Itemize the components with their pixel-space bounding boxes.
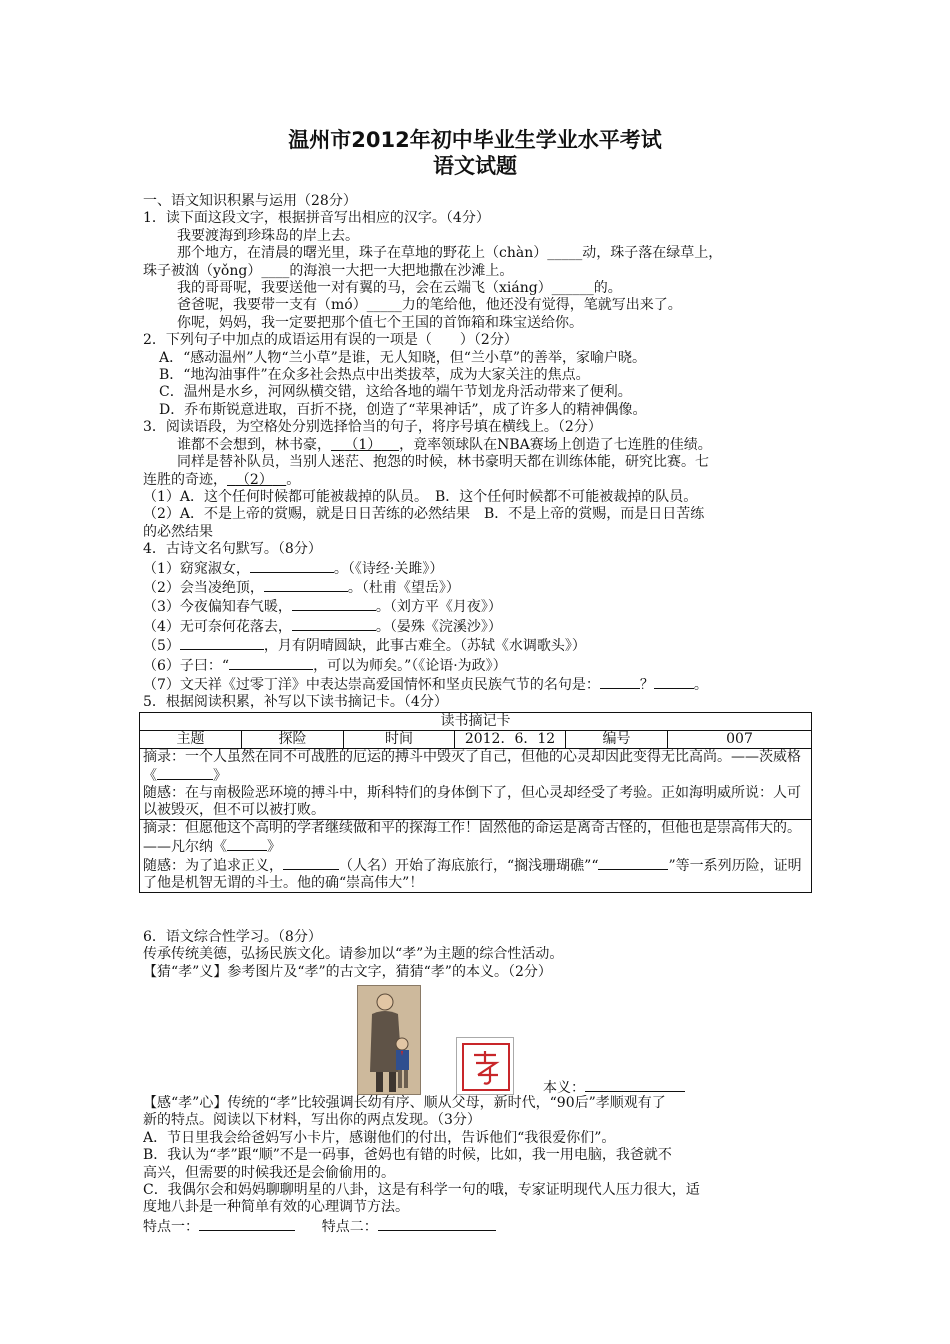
question-3: 3．阅读语段，为空格处分别选择恰当的句子，将序号填在横线上。（2分） xyxy=(143,419,602,436)
material-c: C．我偶尔会和妈妈聊聊明星的八卦，这是有科学一句的哦，专家证明现代人压力很大，适 xyxy=(143,1182,700,1199)
feature-answers: 特点一： 特点二： xyxy=(143,1217,813,1236)
material-b: B．我认为“孝”跟“顺”不是一码事，爸妈也有错的时候，比如，我一用电脑，我爸就不 xyxy=(143,1147,672,1164)
question-1: 1．读下面这段文字，根据拼音写出相应的汉字。（4分） xyxy=(143,210,490,227)
material-a: A．节日里我会给爸妈写小卡片，感谢他们的付出，告诉他们“我很爱你们”。 xyxy=(143,1129,616,1146)
poem-item: （3）今夜偏知春气暖， 。（刘方平《月夜》） xyxy=(143,599,502,616)
card-cell: 主题 xyxy=(140,730,242,748)
choice-line: 的必然结果 xyxy=(143,523,213,540)
q6-intro: 传承传统美德，弘扬民族文化。请参加以“孝”为主题的综合性活动。 xyxy=(143,946,564,963)
grandfather-child-photo-icon xyxy=(357,985,421,1095)
q6-part-2: 【感“孝”心】传统的“孝”比较强调长幼有序、顺从父母，新时代，“90后”孝顺观有了 xyxy=(143,1095,666,1111)
passage-line: 珠子被汹（yǒng）____的海浪一大把一大把地撒在沙滩上。 xyxy=(143,262,514,279)
answer-blank[interactable] xyxy=(654,675,694,689)
answer-blank[interactable] xyxy=(180,636,264,650)
figure-row xyxy=(143,981,813,1095)
passage-line: 我的哥哥呢，我要送他一对有翼的马，会在云端飞（xiáng）______的。 xyxy=(177,280,622,297)
poem-item: （1）窈窕淑女， 。（《诗经·关雎》） xyxy=(143,560,444,577)
card-entry-2: 摘录：但愿他这个高明的学者继续做和平的探海工作！固然他的命运是离奇古怪的，但他也是崇高伟大的。——凡尔纳《 》 随感：为了追求正义， （人名）开始了海底旅行，“搁浅珊瑚礁”“ ”等一系列历险，证明了他是机智无谓的斗士。他的确“崇高伟大”！ xyxy=(140,819,812,892)
choice-line: （2）A．不是上帝的赏赐，就是日日苦练的必然结果 B．不是上帝的赏赐，而是日日苦练 xyxy=(143,506,705,523)
option-c: C．温州是水乡，河网纵横交错，这给各地的端午节划龙舟活动带来了便利。 xyxy=(159,384,632,401)
ancient-xiao-character-seal-icon xyxy=(456,1037,514,1095)
person-name-blank[interactable] xyxy=(283,856,339,870)
answer-blank[interactable] xyxy=(292,597,376,611)
q6-part-2: 新的特点。阅读以下材料，写出你的两点发现。（3分） xyxy=(143,1112,481,1129)
exam-title: 温州市2012年初中毕业生学业水平考试 xyxy=(288,128,662,152)
answer-blank[interactable] xyxy=(292,617,376,631)
answer-blank[interactable] xyxy=(264,578,348,592)
question-6: 6．语文综合性学习。（8分） xyxy=(143,928,322,945)
poem-item: （2）会当凌绝顶， 。（杜甫《望岳》） xyxy=(143,579,460,596)
option-a: A．“感动温州”人物“兰小草”是谁，无人知晓，但“兰小草”的善举，家喻户晓。 xyxy=(159,349,647,366)
reading-note-card xyxy=(139,712,812,893)
passage-line: 爸爸呢，我要带一支有（mó）_____力的笔给他，他还没有觉得，笔就写出来了。 xyxy=(177,297,682,314)
answer-blank[interactable] xyxy=(250,559,334,573)
card-cell: 探险 xyxy=(242,730,344,748)
meaning-blank[interactable] xyxy=(585,1078,685,1092)
card-cell: 编号 xyxy=(566,730,668,748)
meaning-answer: 本义： xyxy=(543,1078,685,1097)
passage-line: 谁都不会想到，林书豪， （1） ，竟率领球队在NBA赛场上创造了七连胜的佳绩。 xyxy=(177,436,712,453)
card-header: 读书摘记卡 xyxy=(140,712,812,730)
blank-1[interactable]: （1） xyxy=(344,436,382,453)
material-b: 高兴，但需要的时候我还是会偷偷用的。 xyxy=(143,1164,395,1181)
passage-line: 同样是替补队员，当别人迷茫、抱怨的时候，林书豪明天都在训练体能，研究比赛。七 xyxy=(177,454,709,471)
choice-line: （1）A．这个任何时候都可能被裁掉的队员。 B．这个任何时候都不可能被裁掉的队员。 xyxy=(143,488,698,505)
card-cell: 007 xyxy=(668,730,812,748)
blank-2[interactable]: （2） xyxy=(235,471,273,488)
poem-item: （6）子曰：“ ，可以为师矣。”（《论语·为政》） xyxy=(143,657,507,674)
book-title-blank[interactable] xyxy=(227,837,267,851)
question-2: 2．下列句子中加点的成语运用有误的一项是（ ）（2分） xyxy=(143,332,518,349)
passage-line: 我要渡海到珍珠岛的岸上去。 xyxy=(177,227,359,244)
question-5: 5．根据阅读积累，补写以下读书摘记卡。（4分） xyxy=(143,694,448,711)
poem-item: （5） ，月有阴晴圆缺，此事古难全。（苏轼《水调歌头》） xyxy=(143,638,586,655)
card-entry-1: 摘录：一个人虽然在同不可战胜的厄运的搏斗中毁灭了自己，但他的心灵却因此变得无比高尚。——茨威格《 》 随感：在与南极险恶环境的搏斗中，斯科特们的身体倒下了，但心灵却经受了考验。正如海明威所说：人可以被毁灭，但不可以被打败。 xyxy=(140,748,812,819)
option-d: D．乔布斯锐意进取，百折不挠，创造了“苹果神话”，成了许多人的精神偶像。 xyxy=(159,401,647,418)
question-4: 4．古诗文名句默写。（8分） xyxy=(143,541,322,558)
book-title-blank[interactable] xyxy=(157,766,213,780)
feature-1-blank[interactable] xyxy=(199,1217,295,1231)
card-note: 随感：在与南极险恶环境的搏斗中，斯科特们的身体倒下了，但心灵却经受了考验。正如海明威所说：人可以被毁灭，但不可以被打败。 xyxy=(143,784,801,818)
feature-2-blank[interactable] xyxy=(378,1217,496,1231)
passage-line: 那个地方，在清晨的曙光里，珠子在草地的野花上（chàn）_____动，珠子落在绿草上， xyxy=(177,245,723,262)
material-c: 度地八卦是一种简单有效的心理调节方法。 xyxy=(143,1199,409,1216)
exam-subtitle: 语文试题 xyxy=(433,154,517,178)
adventure-blank[interactable] xyxy=(598,856,668,870)
exam-content xyxy=(143,193,813,1236)
section-heading: 一、语文知识积累与运用（28分） xyxy=(143,193,357,209)
answer-blank[interactable] xyxy=(229,656,313,670)
card-cell: 时间 xyxy=(344,730,455,748)
passage-line: 连胜的奇迹， （2） 。 xyxy=(143,471,301,488)
q6-part-1: 【猜“孝”义】参考图片及“孝”的古文字，猜猜“孝”的本义。（2分） xyxy=(143,963,552,980)
option-b: B．“地沟油事件”在众多社会热点中出类拔萃，成为大家关注的焦点。 xyxy=(159,367,590,384)
answer-blank[interactable] xyxy=(600,675,640,689)
poem-item: （4）无可奈何花落去， 。（晏殊《浣溪沙》） xyxy=(143,618,502,635)
passage-line: 你呢，妈妈，我一定要把那个值七个王国的首饰箱和珠宝送给你。 xyxy=(177,314,583,331)
poem-item: （7）文天祥《过零丁洋》中表达崇高爱国情怀和坚贞民族气节的名句是： ？ 。 xyxy=(143,676,708,693)
card-cell: 2012．6．12 xyxy=(455,730,566,748)
